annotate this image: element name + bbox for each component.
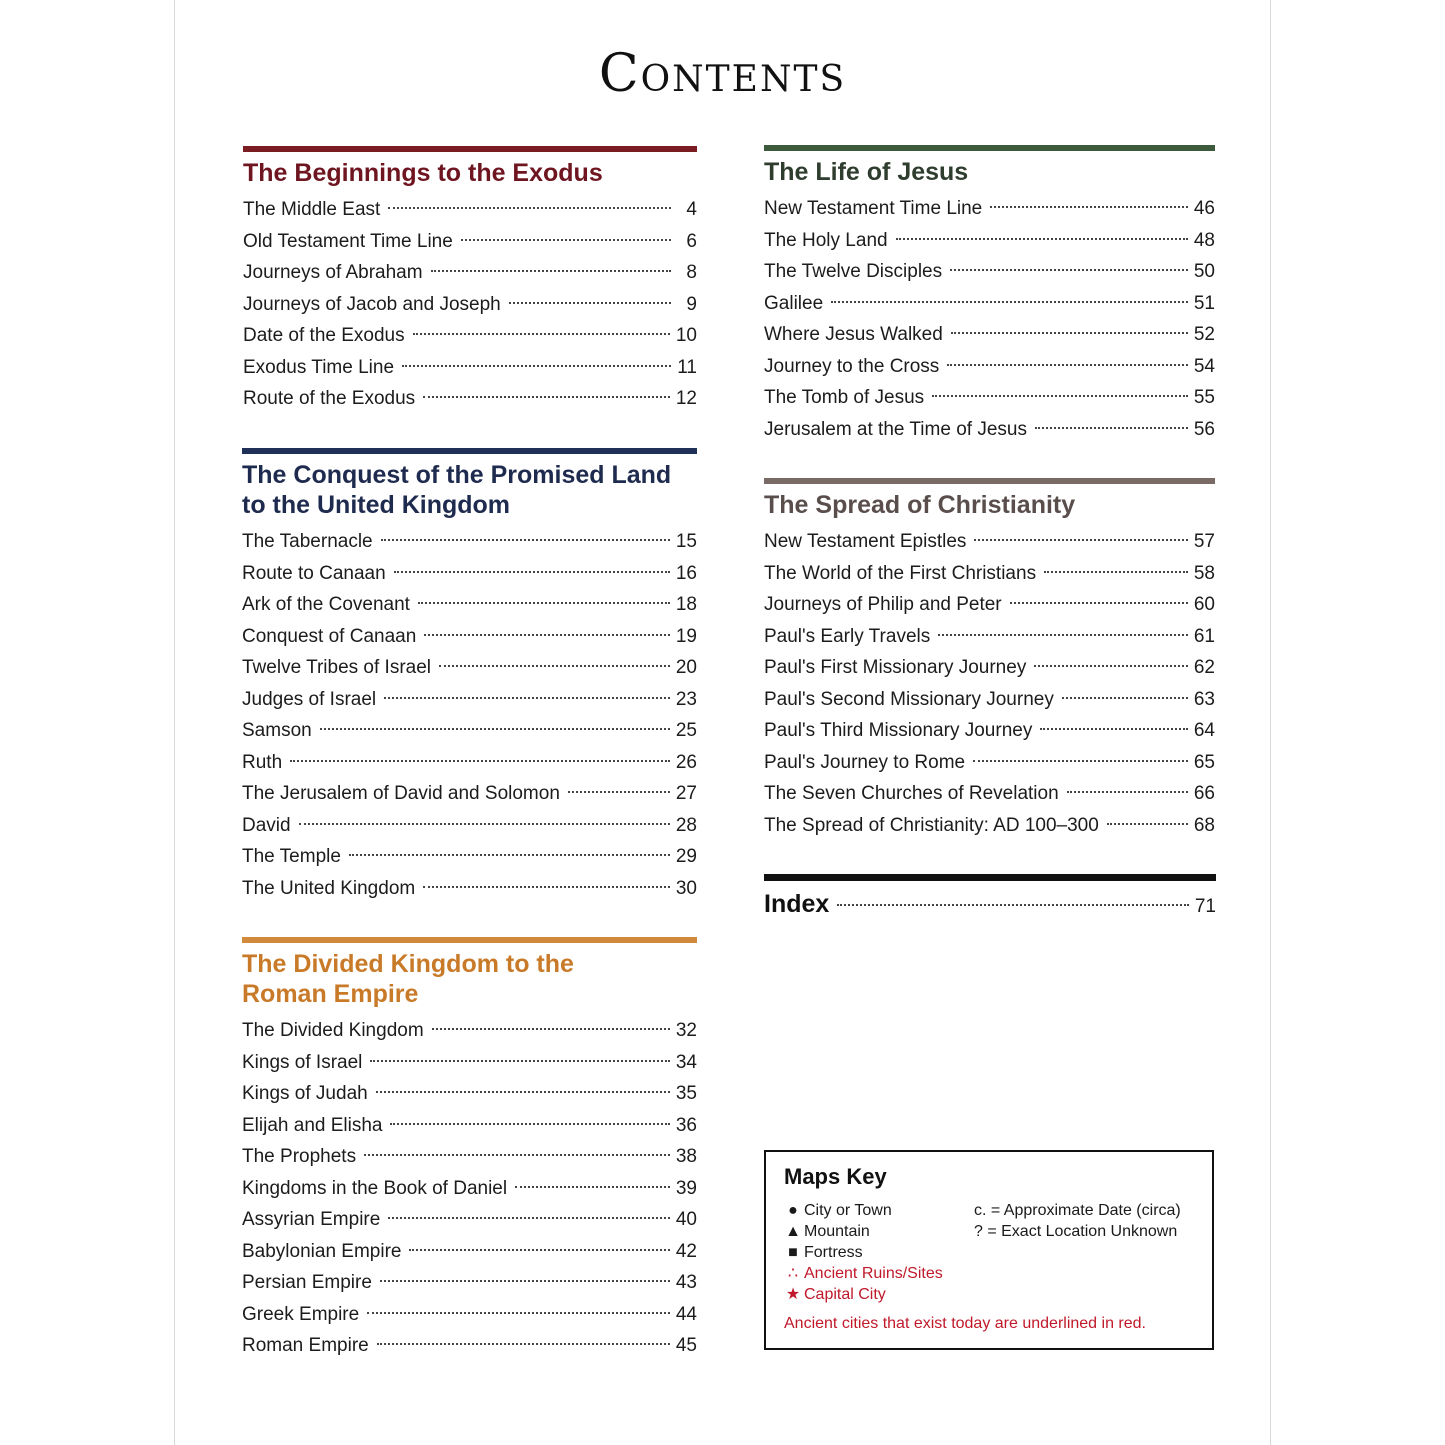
leader-dots (388, 1217, 670, 1219)
entry-list (242, 1015, 697, 1362)
index-entry[interactable] (764, 889, 1216, 921)
toc-entry[interactable] (242, 558, 697, 590)
entry-page: 23 (675, 688, 697, 710)
leader-dots (409, 1249, 669, 1251)
entry-page: 54 (1193, 355, 1215, 377)
entry-page: 15 (675, 531, 697, 552)
entry-page: 52 (1193, 324, 1215, 345)
section-rule (764, 145, 1215, 151)
toc-entry[interactable] (242, 1141, 697, 1173)
section-rule (243, 146, 697, 152)
leader-dots (1035, 427, 1188, 429)
section-divided (242, 937, 697, 1362)
toc-entry[interactable] (242, 778, 697, 810)
toc-entry[interactable] (764, 319, 1215, 351)
entry-title: David (242, 814, 291, 836)
entry-page: 42 (675, 1240, 697, 1262)
page-title: Contents (598, 44, 847, 104)
section-spread (764, 478, 1215, 841)
entry-title: Roman Empire (242, 1335, 369, 1356)
toc-entry[interactable] (764, 652, 1215, 684)
toc-entry[interactable] (242, 621, 697, 653)
leader-dots (370, 1060, 669, 1062)
entry-title: The Twelve Disciples (764, 261, 943, 282)
entry-page: 48 (1193, 229, 1215, 251)
leader-dots (974, 539, 1187, 541)
entry-page: 18 (675, 594, 697, 615)
leader-dots (380, 1280, 670, 1282)
leader-dots (950, 269, 1188, 271)
leader-dots (1040, 728, 1188, 730)
toc-entry[interactable] (243, 352, 697, 384)
toc-entry[interactable] (764, 810, 1215, 842)
toc-entry[interactable] (242, 526, 697, 558)
entry-page: 57 (1193, 531, 1215, 552)
leader-dots (515, 1186, 670, 1188)
heading-line-1: The Divided Kingdom to the (242, 950, 574, 978)
key-item-ruins (784, 1263, 974, 1284)
leader-dots (377, 1343, 670, 1345)
toc-entry[interactable] (242, 873, 697, 905)
key-label: Fortress (804, 1244, 863, 1261)
leader-dots (932, 395, 1188, 397)
entry-title: The Tabernacle (242, 531, 373, 552)
toc-entry[interactable] (242, 1299, 697, 1331)
entry-title: Journeys of Abraham (243, 262, 423, 283)
entry-page: 28 (675, 814, 697, 836)
entry-page: 62 (1193, 657, 1215, 678)
entry-page: 71 (1194, 896, 1216, 917)
leader-dots (423, 396, 670, 398)
entry-page: 6 (686, 230, 697, 252)
toc-entry[interactable] (242, 1078, 697, 1110)
leader-dots (364, 1154, 670, 1156)
entry-page: 55 (1193, 387, 1215, 408)
leader-dots (951, 332, 1188, 334)
toc-entry[interactable] (243, 194, 697, 226)
toc-entry[interactable] (764, 589, 1215, 621)
leader-dots (947, 364, 1188, 366)
capital-star-icon: ★ (785, 1286, 801, 1303)
leader-dots (831, 301, 1188, 303)
entry-title: The Prophets (242, 1146, 357, 1167)
toc-entry[interactable] (764, 778, 1215, 810)
key-item-unknown-location: ? = Exact Location Unknown (974, 1223, 1178, 1240)
toc-entry[interactable] (242, 1015, 697, 1047)
entry-page: 51 (1193, 292, 1215, 314)
heading-line-2: Roman Empire (242, 980, 419, 1008)
entry-page: 26 (675, 751, 697, 773)
entry-title: Where Jesus Walked (764, 324, 943, 345)
entry-page: 64 (1193, 720, 1215, 741)
leader-dots (390, 1123, 669, 1125)
leader-dots (299, 823, 670, 825)
entry-page: 19 (675, 625, 697, 647)
toc-entry[interactable] (242, 1267, 697, 1299)
section-life-of-jesus (764, 145, 1215, 445)
entry-page: 40 (675, 1209, 697, 1230)
key-label: Mountain (804, 1223, 870, 1240)
leader-dots (568, 791, 670, 793)
entry-title: Twelve Tribes of Israel (242, 657, 432, 678)
section-beginnings (243, 146, 697, 415)
entry-list (764, 526, 1215, 841)
toc-entry[interactable] (764, 382, 1215, 414)
entry-page: 61 (1193, 625, 1215, 647)
key-column-right (974, 1200, 1181, 1305)
entry-page: 45 (675, 1335, 697, 1356)
entry-title: The World of the First Christians (764, 562, 1037, 584)
maps-key-heading: Maps Key (784, 1164, 887, 1189)
entry-title: Babylonian Empire (242, 1240, 402, 1262)
toc-entry[interactable] (242, 684, 697, 716)
section-rule (764, 874, 1216, 881)
toc-entry[interactable] (764, 351, 1215, 383)
entry-page: 58 (1193, 562, 1215, 584)
entry-page: 11 (677, 356, 697, 378)
toc-entry[interactable] (243, 226, 697, 258)
leader-dots (423, 886, 670, 888)
key-label: Ancient Ruins/Sites (804, 1265, 943, 1282)
entry-page: 10 (675, 325, 697, 346)
leader-dots (896, 238, 1188, 240)
key-item-city (784, 1200, 974, 1221)
toc-entry[interactable] (242, 1236, 697, 1268)
entry-page: 25 (675, 720, 697, 741)
entry-title: Ruth (242, 751, 283, 773)
entry-page: 27 (675, 783, 697, 804)
entry-page: 9 (686, 293, 697, 315)
toc-entry[interactable] (243, 383, 697, 415)
key-note: Ancient cities that exist today are underlined in red. (784, 1315, 1146, 1332)
entry-title: The Middle East (243, 199, 381, 220)
leader-dots (388, 207, 671, 209)
toc-entry[interactable] (243, 289, 697, 321)
entry-title: The Temple (242, 846, 341, 867)
leader-dots (418, 602, 670, 604)
entry-title: Date of the Exodus (243, 325, 405, 346)
section-index (764, 874, 1216, 921)
leader-dots (432, 1028, 670, 1030)
leader-dots (367, 1312, 670, 1314)
entry-title: The Tomb of Jesus (764, 387, 925, 408)
entry-page: 44 (675, 1303, 697, 1325)
toc-entry[interactable] (764, 621, 1215, 653)
section-rule (242, 937, 697, 943)
leader-dots (349, 854, 670, 856)
leader-dots (381, 539, 670, 541)
entry-list (242, 526, 697, 904)
leader-dots (509, 302, 671, 304)
toc-entry[interactable] (242, 652, 697, 684)
toc-entry[interactable] (764, 684, 1215, 716)
toc-entry[interactable] (764, 225, 1215, 257)
ruins-dots-icon: ∴ (787, 1265, 799, 1282)
key-columns (784, 1200, 1194, 1305)
entry-title: Journeys of Jacob and Joseph (243, 293, 501, 315)
entry-title: Route of the Exodus (243, 388, 416, 409)
entry-page: 35 (675, 1083, 697, 1104)
entry-title: Kings of Israel (242, 1051, 363, 1073)
mountain-triangle-icon: ▲ (785, 1223, 801, 1240)
entry-page: 56 (1193, 418, 1215, 440)
entry-title: Kings of Judah (242, 1083, 368, 1104)
toc-entry[interactable] (764, 526, 1215, 558)
key-label: City or Town (804, 1202, 892, 1219)
key-column-left (784, 1200, 974, 1305)
entry-title: Galilee (764, 292, 824, 314)
leader-dots (1034, 665, 1188, 667)
leader-dots (320, 728, 670, 730)
page-edge-right (1270, 0, 1271, 1445)
toc-entry[interactable] (242, 810, 697, 842)
city-dot-icon: ● (788, 1202, 798, 1219)
entry-title: Paul's Journey to Rome (764, 751, 966, 773)
section-conquest (242, 448, 697, 904)
entry-title: The Spread of Christianity: AD 100–300 (764, 814, 1099, 836)
entry-title: Paul's Early Travels (764, 625, 931, 647)
key-item-fortress (784, 1242, 974, 1263)
section-rule (764, 478, 1215, 484)
entry-page: 63 (1193, 688, 1215, 710)
entry-title: The Seven Churches of Revelation (764, 783, 1059, 804)
key-item-circa: c. = Approximate Date (circa) (974, 1202, 1181, 1219)
toc-entry[interactable] (242, 1204, 697, 1236)
entry-page: 66 (1193, 783, 1215, 804)
toc-entry[interactable] (764, 256, 1215, 288)
toc-entry[interactable] (243, 320, 697, 352)
leader-dots (973, 760, 1188, 762)
entry-title: Kingdoms in the Book of Daniel (242, 1177, 508, 1199)
toc-entry[interactable] (242, 747, 697, 779)
section-heading (242, 460, 697, 520)
entry-title: Jerusalem at the Time of Jesus (764, 418, 1027, 440)
toc-entry[interactable] (243, 257, 697, 289)
entry-list (243, 194, 697, 415)
leader-dots (837, 904, 1189, 906)
entry-title: Paul's First Missionary Journey (764, 657, 1027, 678)
key-item-mountain (784, 1221, 974, 1242)
entry-title: The Jerusalem of David and Solomon (242, 783, 560, 804)
entry-title: Conquest of Canaan (242, 625, 417, 647)
entry-page: 65 (1193, 751, 1215, 773)
leader-dots (413, 333, 670, 335)
toc-entry[interactable] (764, 414, 1215, 446)
entry-page: 39 (675, 1177, 697, 1199)
entry-title: New Testament Epistles (764, 531, 967, 552)
toc-entry[interactable] (764, 747, 1215, 779)
entry-title: Judges of Israel (242, 688, 377, 710)
entry-page: 20 (675, 657, 697, 678)
entry-page: 36 (675, 1114, 697, 1136)
leader-dots (938, 634, 1188, 636)
leader-dots (1067, 791, 1188, 793)
entry-title: The United Kingdom (242, 877, 416, 899)
entry-page: 43 (675, 1272, 697, 1293)
entry-page: 38 (675, 1146, 697, 1167)
leader-dots (990, 206, 1188, 208)
toc-entry[interactable] (764, 715, 1215, 747)
section-heading (242, 949, 697, 1009)
maps-key-box (764, 1150, 1214, 1350)
heading-line-2: to the United Kingdom (242, 491, 511, 519)
leader-dots (1010, 602, 1188, 604)
toc-entry[interactable] (242, 841, 697, 873)
entry-title: Journeys of Philip and Peter (764, 594, 1002, 615)
entry-page: 32 (675, 1020, 697, 1041)
section-heading: The Spread of Christianity (764, 491, 1076, 519)
entry-page: 16 (675, 562, 697, 584)
fortress-square-icon: ■ (788, 1244, 798, 1261)
entry-page: 4 (686, 199, 697, 220)
entry-title: Persian Empire (242, 1272, 372, 1293)
leader-dots (1044, 571, 1188, 573)
key-label: Capital City (804, 1286, 886, 1303)
leader-dots (402, 365, 671, 367)
toc-entry[interactable] (242, 1173, 697, 1205)
toc-entry[interactable] (242, 715, 697, 747)
entry-page: 29 (675, 846, 697, 867)
entry-page: 50 (1193, 261, 1215, 282)
leader-dots (1062, 697, 1188, 699)
section-rule (242, 448, 697, 454)
entry-title: Old Testament Time Line (243, 230, 453, 252)
entry-page: 30 (675, 877, 697, 899)
entry-title: The Divided Kingdom (242, 1020, 424, 1041)
section-heading: The Beginnings to the Exodus (243, 159, 603, 187)
entry-page: 60 (1193, 594, 1215, 615)
entry-title: Samson (242, 720, 312, 741)
entry-title: Greek Empire (242, 1303, 360, 1325)
entry-title: The Holy Land (764, 229, 888, 251)
leader-dots (461, 239, 671, 241)
toc-entry[interactable] (764, 288, 1215, 320)
entry-title: Paul's Second Missionary Journey (764, 688, 1054, 710)
section-heading: The Life of Jesus (764, 158, 969, 186)
entry-list (764, 193, 1215, 445)
entry-title: Paul's Third Missionary Journey (764, 720, 1033, 741)
entry-title: Ark of the Covenant (242, 594, 410, 615)
page-edge-left (174, 0, 175, 1445)
toc-entry[interactable] (242, 1110, 697, 1142)
leader-dots (1107, 823, 1188, 825)
toc-entry[interactable] (764, 558, 1215, 590)
leader-dots (376, 1091, 670, 1093)
leader-dots (290, 760, 670, 762)
entry-title: Route to Canaan (242, 562, 386, 584)
toc-entry[interactable] (242, 1330, 697, 1362)
leader-dots (424, 634, 670, 636)
leader-dots (431, 270, 671, 272)
leader-dots (439, 665, 670, 667)
entry-page: 46 (1193, 198, 1215, 219)
key-item-capital (784, 1284, 974, 1305)
entry-title: Assyrian Empire (242, 1209, 381, 1230)
leader-dots (394, 571, 670, 573)
toc-entry[interactable] (242, 1047, 697, 1079)
entry-page: 12 (675, 388, 697, 409)
entry-page: 68 (1193, 814, 1215, 836)
heading-line-1: The Conquest of the Promised Land (242, 461, 672, 489)
leader-dots (384, 697, 670, 699)
toc-entry[interactable] (242, 589, 697, 621)
entry-page: 34 (675, 1051, 697, 1073)
entry-title: Index (764, 890, 830, 918)
entry-title: Elijah and Elisha (242, 1114, 383, 1136)
entry-page: 8 (686, 262, 697, 283)
entry-title: New Testament Time Line (764, 198, 983, 219)
toc-entry[interactable] (764, 193, 1215, 225)
entry-title: Journey to the Cross (764, 355, 940, 377)
entry-title: Exodus Time Line (243, 356, 395, 378)
